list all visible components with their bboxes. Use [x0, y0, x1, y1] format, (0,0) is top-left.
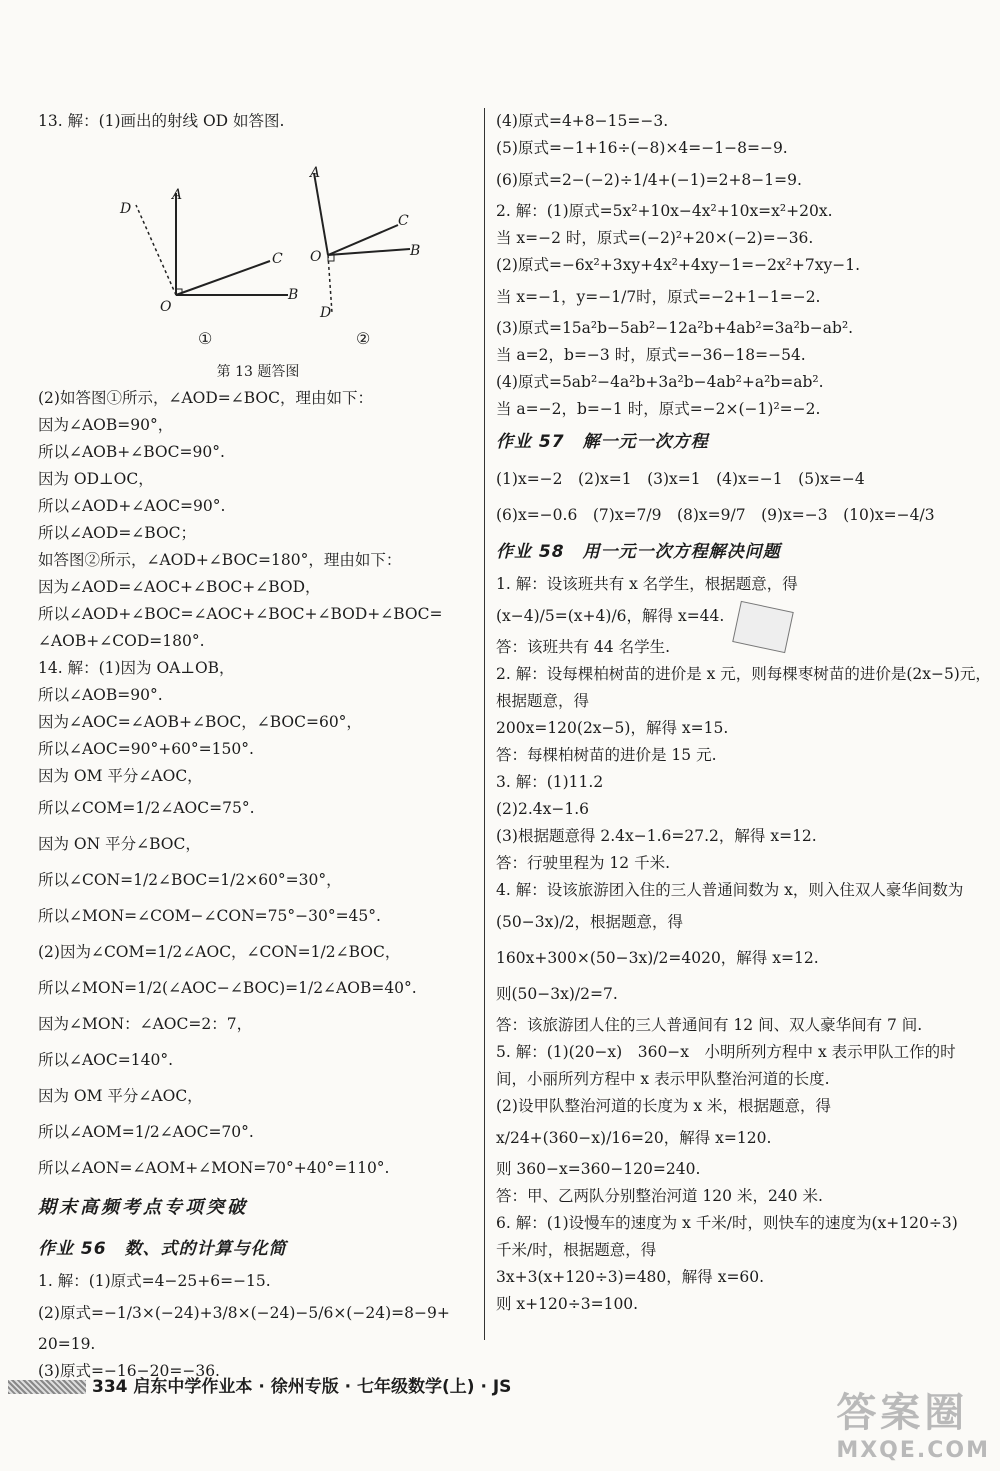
- text-line: 千米/时，根据题意，得: [496, 1241, 657, 1259]
- text-line: 所以∠AOD+∠BOC=∠AOC+∠BOC+∠BOD+∠BOC=: [38, 605, 443, 623]
- text-line: 4. 解：设该旅游团入住的三人普通间数为 x，则入住双人豪华间数为: [496, 881, 964, 899]
- text-line: 所以∠AOD+∠AOC=90°.: [38, 497, 226, 515]
- text-line: x/24+(360−x)/16=20，解得 x=120.: [496, 1129, 772, 1147]
- text-line: 所以∠MON=1/2(∠AOC−∠BOC)=1/2∠AOB=40°.: [38, 979, 417, 997]
- text-line: 因为∠AOC=∠AOB+∠BOC，∠BOC=60°，: [38, 713, 362, 731]
- text-line: ∠AOB+∠COD=180°.: [38, 632, 205, 650]
- text-line: 因为 OM 平分∠AOC，: [38, 1087, 203, 1105]
- label-b-1: B: [288, 287, 299, 303]
- hw56-title: 作业 56 数、式的计算与化简: [38, 1239, 287, 1259]
- text-line: 3. 解：(1)11.2: [496, 773, 604, 791]
- text-line: 当 a=2，b=−3 时，原式=−36−18=−54.: [496, 346, 806, 364]
- figure-number-2: ②: [356, 329, 371, 348]
- text-line: 6. 解：(1)设慢车的速度为 x 千米/时，则快车的速度为(x+120÷3): [496, 1214, 958, 1232]
- text-line: (1)x=−2 (2)x=1 (3)x=1 (4)x=−1 (5)x=−4: [496, 470, 865, 488]
- text-line: 所以∠AOC=90°+60°=150°.: [38, 740, 254, 758]
- figure-13: [38, 135, 478, 359]
- text-line: (2)如答图①所示，∠AOD=∠BOC，理由如下：: [38, 389, 373, 407]
- text-line: (2)2.4x−1.6: [496, 800, 589, 818]
- text-line: (50−3x)/2，根据题意，得: [496, 913, 683, 931]
- label-a-1: A: [172, 187, 183, 203]
- footer-text: 334 启东中学作业本 · 徐州专版 · 七年级数学(上) · JS: [92, 1377, 512, 1397]
- text-line: 间，小丽所列方程中 x 表示甲队整治河道的长度.: [496, 1070, 830, 1088]
- text-line: 答：该班共有 44 名学生.: [496, 638, 671, 656]
- label-d-1: D: [120, 201, 132, 217]
- text-line: (2)原式=−6x²+3xy+4x²+4xy−1=−2x²+7xy−1.: [496, 256, 861, 274]
- watermark-url: MXQE.COM: [836, 1438, 990, 1463]
- text-line: (3)根据题意得 2.4x−1.6=27.2，解得 x=12.: [496, 827, 817, 845]
- text-line: 当 x=−2 时，原式=(−2)²+20×(−2)=−36.: [496, 229, 814, 247]
- label-b-2: B: [410, 243, 421, 259]
- text-line: 因为 OD⊥OC，: [38, 470, 154, 488]
- text-line: 所以∠AOM=1/2∠AOC=70°.: [38, 1123, 254, 1141]
- text-line: 则 x+120÷3=100.: [496, 1295, 639, 1313]
- text-line: 160x+300×(50−3x)/2=4020，解得 x=12.: [496, 949, 819, 967]
- text-line: 因为∠AOB=90°，: [38, 416, 174, 434]
- text-line: (3)原式=−16−20=−36.: [38, 1362, 220, 1380]
- text-line: (2)因为∠COM=1/2∠AOC，∠CON=1/2∠BOC，: [38, 943, 401, 961]
- label-o-2: O: [310, 249, 322, 265]
- text-line: 因为∠AOD=∠AOC+∠BOC+∠BOD，: [38, 578, 321, 596]
- hw58-title: 作业 58 用一元一次方程解决问题: [496, 542, 781, 562]
- q14-solution: [38, 655, 478, 1186]
- label-d-2: D: [320, 305, 332, 321]
- text-line: 5. 解：(1)(20−x) 360−x 小明所列方程中 x 表示甲队工作的时: [496, 1043, 956, 1061]
- text-line: 则(50−3x)/2=7.: [496, 985, 618, 1003]
- text-line: 2. 解：设每棵柏树苗的进价是 x 元，则每棵枣树苗的进价是(2x−5)元，: [496, 665, 991, 683]
- text-line: 答：每棵柏树苗的进价是 15 元.: [496, 746, 717, 764]
- text-line: 答：行驶里程为 12 千米.: [496, 854, 671, 872]
- text-line: (5)原式=−1+16÷(−8)×4=−1−8=−9.: [496, 139, 788, 157]
- text-line: 答：该旅游团人住的三人普通间有 12 间、双人豪华间有 7 间.: [496, 1016, 923, 1034]
- right-column: [496, 108, 991, 1318]
- label-a-2: A: [310, 165, 321, 181]
- text-line: 所以∠AON=∠AOM+∠MON=70°+40°=110°.: [38, 1159, 390, 1177]
- text-line: (4)原式=4+8−15=−3.: [496, 112, 669, 130]
- text-line: 因为∠MON：∠AOC=2：7，: [38, 1015, 253, 1033]
- text-line: 所以∠COM=1/2∠AOC=75°.: [38, 799, 255, 817]
- column-divider: [484, 108, 485, 1340]
- text-line: 因为 OM 平分∠AOC，: [38, 767, 203, 785]
- text-line: (3)原式=15a²b−5ab²−12a²b+4ab²=3a²b−ab².: [496, 319, 854, 337]
- text-line: (2)设甲队整治河道的长度为 x 米，根据题意，得: [496, 1097, 832, 1115]
- text-line: 则 360−x=360−120=240.: [496, 1160, 701, 1178]
- hw57-answers: [496, 461, 966, 533]
- figure-caption: 第 13 题答图: [216, 364, 300, 380]
- text-line: (4)原式=5ab²−4a²b+3a²b−4ab²+a²b=ab².: [496, 373, 824, 391]
- section-title: 期末高频考点专项突破: [38, 1197, 248, 1218]
- text-line: 1. 解：设该班共有 x 名学生，根据题意，得: [496, 575, 798, 593]
- text-line: (6)原式=2−(−2)÷1/4+(−1)=2+8−1=9.: [496, 171, 802, 189]
- left-column: [38, 108, 478, 1385]
- label-c-2: C: [398, 213, 409, 229]
- figure-number-1: ①: [198, 329, 213, 348]
- text-line: 20=19.: [38, 1335, 96, 1353]
- text-line: (6)x=−0.6 (7)x=7/9 (8)x=9/7 (9)x=−3 (10)x=−4/3: [496, 506, 935, 524]
- text-line: (x−4)/5=(x+4)/6，解得 x=44.: [496, 607, 725, 625]
- footer-pattern: [8, 1380, 86, 1394]
- text-line: 所以∠MON=∠COM−∠CON=75°−30°=45°.: [38, 907, 381, 925]
- hw57-title: 作业 57 解一元一次方程: [496, 432, 709, 452]
- text-line: 14. 解：(1)因为 OA⊥OB，: [38, 659, 235, 677]
- page-footer: [8, 1372, 511, 1397]
- text-line: 当 a=−2，b=−1 时，原式=−2×(−1)²=−2.: [496, 400, 821, 418]
- text-line: 2. 解：(1)原式=5x²+10x−4x²+10x=x²+20x.: [496, 202, 833, 220]
- watermark: [836, 1381, 990, 1463]
- hw56-continued: [496, 108, 966, 423]
- text-line: 答：甲、乙两队分别整治河道 120 米，240 米.: [496, 1187, 823, 1205]
- text-line: 200x=120(2x−5)，解得 x=15.: [496, 719, 729, 737]
- label-o-1: O: [160, 299, 172, 315]
- text-line: 所以∠AOD=∠BOC；: [38, 524, 197, 542]
- text-line: 3x+3(x+120÷3)=480，解得 x=60.: [496, 1268, 765, 1286]
- hw56-solution: [38, 1268, 478, 1385]
- q13-heading: 13. 解：(1)画出的射线 OD 如答图.: [38, 112, 285, 130]
- text-line: 因为 ON 平分∠BOC，: [38, 835, 201, 853]
- watermark-main: 答案圈: [836, 1390, 969, 1436]
- text-line: 如答图②所示，∠AOD+∠BOC=180°，理由如下：: [38, 551, 402, 569]
- q13-solution: [38, 385, 478, 655]
- text-line: 所以∠AOB=90°.: [38, 686, 163, 704]
- text-line: (2)原式=−1/3×(−24)+3/8×(−24)−5/6×(−24)=8−9+: [38, 1304, 450, 1322]
- text-line: 所以∠AOB+∠BOC=90°.: [38, 443, 225, 461]
- hw58-solution: [496, 571, 991, 1318]
- text-line: 当 x=−1，y=−1/7时，原式=−2+1−1=−2.: [496, 288, 821, 306]
- label-c-1: C: [272, 251, 283, 267]
- text-line: 所以∠CON=1/2∠BOC=1/2×60°=30°，: [38, 871, 342, 889]
- text-line: 1. 解：(1)原式=4−25+6=−15.: [38, 1272, 271, 1290]
- text-line: 所以∠AOC=140°.: [38, 1051, 173, 1069]
- text-line: 根据题意，得: [496, 692, 590, 710]
